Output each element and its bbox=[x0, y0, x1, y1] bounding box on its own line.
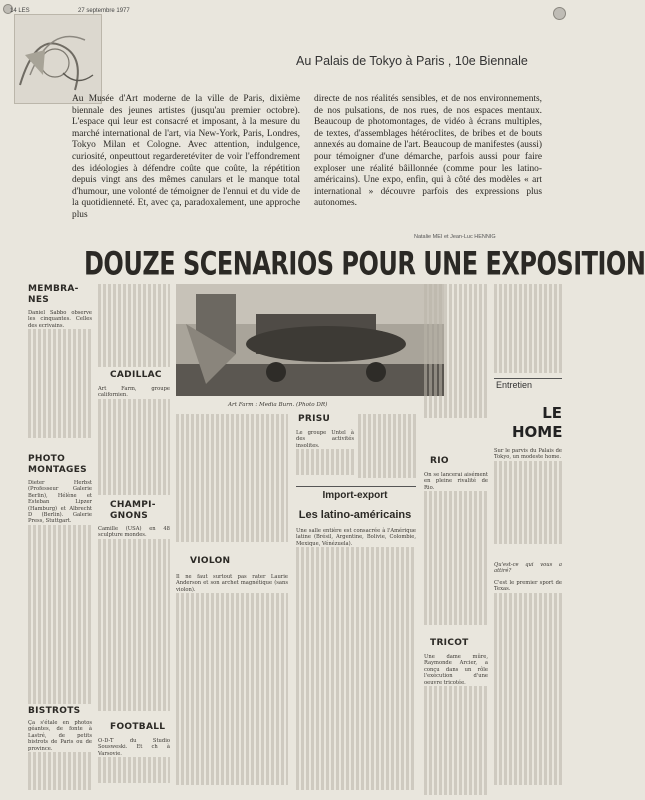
violon-body bbox=[176, 574, 288, 784]
subhead-champignons bbox=[110, 500, 170, 522]
football-body-start: O-D-T du Studio Sousweski. Et ch à Varsovie. bbox=[98, 738, 170, 757]
entretien-rule bbox=[494, 378, 562, 379]
prisu-body bbox=[296, 430, 354, 480]
main-headline: DOUZE SCENARIOS POUR UNE EXPOSITION bbox=[84, 245, 645, 283]
lead-col-2: directe de nos réalités sensibles, et de nos environnements, de nos pulsations, de nos rues, de nos espaces mentaux. Beaucoup de photomontages, de vidéo à écrans multiples, de textes, d'assemblages hétéroclites, de bribes et de bouts annexés au domaine de l'art. Beaucoup de manifestes (aussi) pour témoigner d'une démarche, parfois aussi pour faire exploser une réalité bâillonnée (comme pour les latino-américains). Une expo, enfin, qui à côté des modèles « art international » découvre parfois des expressions plus autonomes. bbox=[314, 94, 542, 209]
lead-col-1: Au Musée d'Art moderne de la ville de Paris, dixième biennale des jeunes artistes (jusqu'au premier octobre). L'espace qui leur est consacré et imposant, à la mesure du marché international de l'art, via New-York, Paris, Londres, Tokyo Milan et Cologne. Avec attention, indulgence, curiosité, onpeuttout regarderetéviter de voir l'effondrement des idéologies à défendre coûte que coûte, la répétition depuis vingt ans des mêmes canulars et le manque total d'humour, une volonté de témoigner de l'ennui et du vide de la quotidienneté. Et, avec ça, paradoxalement, une approche plus bbox=[72, 94, 300, 220]
subhead-cadillac-text: CADILLAC bbox=[110, 370, 162, 380]
byline: Natalie MEI et Jean-Luc HENNIG bbox=[414, 234, 496, 240]
section-title: Au Palais de Tokyo à Paris , 10e Biennale bbox=[296, 54, 528, 68]
subhead-membranes-text: MEMBRA-NES bbox=[28, 284, 79, 305]
subhead-photo-montages bbox=[28, 454, 98, 476]
subhead-champignons-text: CHAMPI-GNONS bbox=[110, 500, 156, 521]
col2-top-body bbox=[98, 284, 170, 368]
le-home-question-text: Qu'est-ce qui vous a attiré? bbox=[494, 562, 562, 575]
champignons-body-start: Camille (USA) en 48 sculpture mondes. bbox=[98, 526, 170, 539]
violon-body-start: Il ne faut surtout pas rater Laurie Anderson et son archet magnétique (sans violon). bbox=[176, 574, 288, 593]
issue-date: 27 septembre 1977 bbox=[78, 8, 130, 14]
latino-body bbox=[296, 528, 416, 790]
subhead-prisu bbox=[298, 414, 330, 424]
subhead-violon bbox=[190, 556, 230, 566]
le-home-body-2 bbox=[494, 580, 562, 790]
subhead-bistrots-text: BISTROTS bbox=[28, 706, 81, 716]
subhead-membranes bbox=[28, 284, 88, 306]
subhead-prisu-text: PRISU bbox=[298, 414, 331, 424]
tricot-body-start: Une dame mûre, Raymonde Arcier, a conçu dans un rôle l'exécution d'une oeuvre tricotée. bbox=[424, 654, 488, 686]
subhead-football-text: FOOTBALL bbox=[110, 722, 166, 732]
subhead-tricot bbox=[430, 638, 469, 648]
le-home-question bbox=[494, 562, 562, 576]
football-body bbox=[98, 738, 170, 790]
prisu-body-start: Le groupe Untel à des activités insolites. bbox=[296, 430, 354, 449]
le-home-body bbox=[494, 448, 562, 558]
le-home-body-end: C'est le premier sport de Texas. bbox=[494, 580, 562, 593]
subhead-rio-text: RIO bbox=[430, 456, 449, 466]
lead-paragraph bbox=[72, 94, 542, 222]
subhead-bistrots bbox=[28, 706, 80, 716]
col4b-body bbox=[358, 414, 416, 480]
entretien-kicker: Entretien bbox=[496, 380, 533, 390]
latino-americains-title: Les latino-américains bbox=[298, 509, 412, 521]
rio-body bbox=[424, 472, 488, 634]
subhead-violon-text: VIOLON bbox=[190, 556, 231, 566]
subhead-photo-montages-text: PHOTO MONTAGES bbox=[28, 454, 87, 475]
bistrots-body-start: Ça s'étale en photos géantes, de fonte à Lastré, de petits bistrots de Paris ou de province. bbox=[28, 720, 92, 752]
subhead-football bbox=[110, 722, 165, 732]
membranes-body bbox=[28, 310, 92, 448]
membranes-body-start: Daniel Sabbo observe les cinquantes. Celles des ecrivains. bbox=[28, 310, 92, 329]
le-home-body-start: Sur le parvis du Palais de Tokyo, un modeste home. bbox=[494, 448, 562, 461]
col5-top-body bbox=[424, 284, 488, 422]
cadillac-body bbox=[98, 386, 170, 496]
latino-body-start: Une salle entière est consacrée à l'Amérique latine (Brésil, Argentine, Bolivie, Colombie, Mexique, Vénézuela). bbox=[296, 528, 416, 547]
photo-caption: Art Farm : Media Burn. (Photo DR) bbox=[228, 402, 328, 408]
pushpin-top-right-icon bbox=[553, 7, 566, 20]
page-number: 14 LES bbox=[10, 8, 30, 14]
tricot-body bbox=[424, 654, 488, 790]
artwork-photo-top-left bbox=[14, 14, 102, 104]
col3-top-body bbox=[176, 414, 288, 542]
photo-montages-body bbox=[28, 480, 92, 702]
subhead-rio bbox=[430, 456, 449, 466]
champignons-body bbox=[98, 526, 170, 718]
photo-montages-body-start: Dieter Herbst (Professeur Galerie Berlin), Hélène et Esteban Lipzer (Hamburg) et Albrecht D (Berlin). Galerie Press, Stuttgart. bbox=[28, 480, 92, 525]
import-export-kicker: Import-export bbox=[322, 490, 388, 501]
main-photo bbox=[176, 284, 444, 396]
subhead-tricot-text: TRICOT bbox=[430, 638, 469, 648]
bistrots-body bbox=[28, 720, 92, 790]
le-home-title: LE HOME bbox=[512, 404, 563, 441]
rio-body-start: On se lancerai aisément en pleine rivalité de Rio. bbox=[424, 472, 488, 491]
cadillac-body-start: Art Farm, groupe californien. bbox=[98, 386, 170, 399]
col6-top-body bbox=[494, 284, 562, 376]
import-box-top-rule bbox=[296, 486, 416, 487]
subhead-cadillac bbox=[110, 370, 162, 380]
